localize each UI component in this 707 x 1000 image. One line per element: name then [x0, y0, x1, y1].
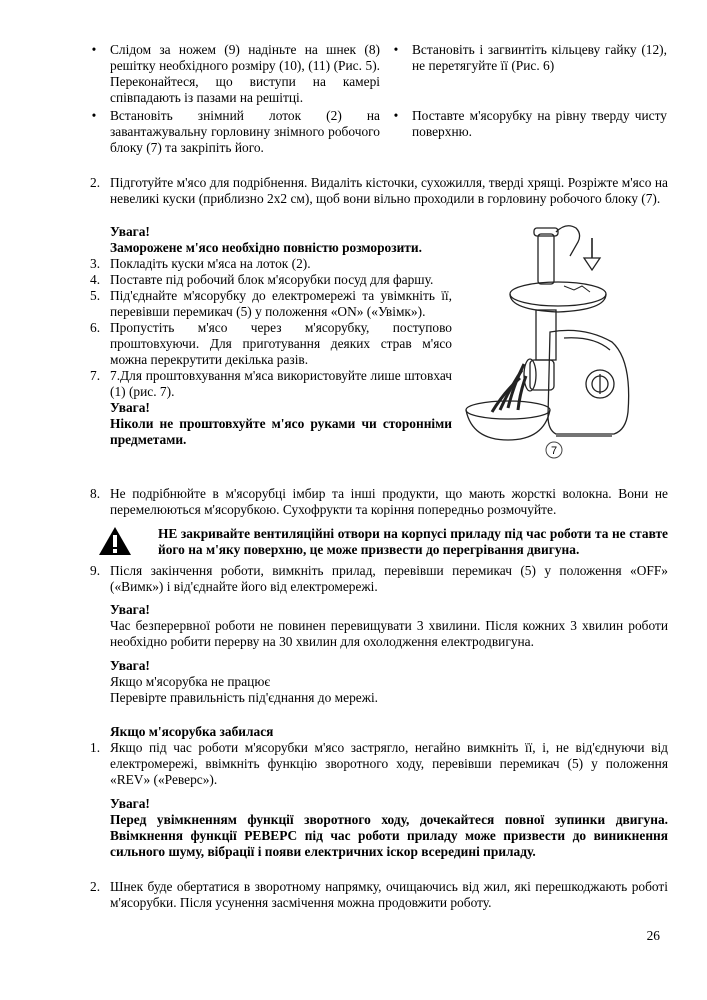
step-text: Після закінчення роботи, вимкніть прилад, перевівши перемикач (5) у положення «OFF» («Вимк») і від'єднайте його від електромережі.: [110, 563, 668, 594]
step-number: 9.: [90, 563, 101, 578]
meat-grinder-figure: [460, 214, 670, 466]
step-text: 7.Для проштовхування м'яса використовуйте лише штовхач (1) (рис. 7).: [110, 368, 452, 399]
step-number: 1.: [90, 740, 101, 755]
warning-hands: [110, 400, 452, 448]
step-5: [90, 288, 452, 320]
step-4: [90, 272, 452, 288]
warning-title: Увага!: [110, 224, 150, 239]
bullet-dot: •: [393, 108, 399, 123]
step-7: [90, 368, 452, 400]
warning-frozen: [110, 224, 450, 256]
clog-step-2: [90, 879, 668, 911]
step-text: Шнек буде обертатися в зворотному напрямку, очищаючись від жил, які перешкоджають роботі м'ясорубки. Після усунення засмічення можна продовжити роботу.: [110, 879, 668, 910]
bullet-text: Встановіть знімний лоток (2) на завантажувальну горловину знімного робочого блоку (7) та закріпіть його.: [110, 108, 380, 155]
warning-not-working: [110, 658, 668, 706]
warning-title: Увага!: [110, 796, 150, 811]
warning-title: Увага!: [110, 602, 150, 617]
step-number: 2.: [90, 879, 101, 894]
steps-3-7: [90, 256, 452, 448]
step-number: 7.: [90, 368, 101, 383]
top-bullets-right: [392, 42, 667, 140]
warning-text: Ніколи не проштовхуйте м'ясо руками чи сторонніми предметами.: [110, 416, 452, 447]
bullet-text: Встановіть і загвинтіть кільцеву гайку (12), не перетягуйте її (Рис. 6): [412, 42, 667, 73]
bullet-dot: •: [91, 108, 97, 123]
step-text: Якщо під час роботи м'ясорубки м'ясо застрягло, негайно вимкніть її, і, не від'єднуючи від електромережі, ввімкніть функцію зворотного ходу, перевівши перемикач (5) у положення «REV» («Реверс»).: [110, 740, 668, 787]
warning-text: Заморожене м'ясо необхідно повністю розморозити.: [110, 240, 422, 255]
step-number: 4.: [90, 272, 101, 287]
bullet-dot: •: [393, 42, 399, 57]
step-6: [90, 320, 452, 368]
step-text: Пропустіть м'ясо через м'ясорубку, поступово проштовхуючи. Для приготування деяких страв м'ясо можна перекрутити декілька разів.: [110, 320, 452, 367]
bullet-dot: •: [91, 42, 97, 57]
clog-step-1: [90, 740, 668, 788]
step-3: [90, 256, 452, 272]
step-9: [90, 563, 668, 595]
warning-title: Увага!: [110, 400, 150, 415]
warning-runtime: [110, 602, 668, 650]
step-text: Підготуйте м'ясо для подрібнення. Видаліть кісточки, сухожилля, тверді хрящі. Розріжте м'ясо на невеликі куски (приблизно 2х2 см), щоб вони вільно проходили в горловину робочого блоку (7).: [110, 175, 668, 206]
page-number: 26: [646, 928, 660, 943]
step-text: Покладіть куски м'яса на лоток (2).: [110, 256, 311, 271]
top-bullets-left: [90, 42, 380, 156]
step-text: Під'єднайте м'ясорубку до електромережі та увімкніть її, перевівши перемикач (5) у положення «ON» («Увімк»).: [110, 288, 452, 319]
warning-triangle-icon: [98, 526, 132, 556]
step-8: [90, 486, 668, 518]
step-number: 5.: [90, 288, 101, 303]
step-2: [90, 175, 668, 207]
step-number: 2.: [90, 175, 101, 190]
bullet-text: Поставте м'ясорубку на рівну тверду чисту поверхню.: [412, 108, 667, 139]
warning-title: Увага!: [110, 658, 150, 673]
warning-text: Час безперервної роботи не повинен перевищувати 3 хвилини. Після кожних 3 хвилин роботи необхідно робити перерву на 30 хвилин для охолодження електродвигуна.: [110, 618, 668, 649]
step-text: Не подрібнюйте в м'ясорубці імбир та інші продукти, що мають жорсткі волокна. Вони не перемелюються м'ясорубкою. Сухофрукти та коріння попередньо розмочуйте.: [110, 486, 668, 517]
figure-label: 7: [550, 445, 558, 457]
warning-text: Якщо м'ясорубка не працює: [110, 674, 271, 689]
clog-warning: [110, 796, 668, 860]
danger-warning-text: НЕ закривайте вентиляційні отвори на корпусі приладу під час роботи та не ставте його на м'яку поверхню, це може призвести до перегрівання двигуна.: [158, 526, 668, 557]
step-number: 8.: [90, 486, 101, 501]
bullet-text: Слідом за ножем (9) надіньте на шнек (8) решітку необхідного розміру (10), (11) (Рис. 5). Переконайтеся, що виступи на камері співпадають із пазами на решітці.: [110, 42, 380, 105]
step-number: 6.: [90, 320, 101, 335]
step-text: Поставте під робочий блок м'ясорубки посуд для фаршу.: [110, 272, 434, 287]
pusher-shape: [538, 234, 554, 284]
step-number: 3.: [90, 256, 101, 271]
warning-text: Перед увімкненням функції зворотного ходу, дочекайтеся повної зупинки двигуна. Ввімкнення функції РЕВЕРС під час роботи приладу може призвести до виникнення сильного шуму, вібрації і появи електричних іскор всередині приладу.: [110, 812, 668, 859]
clog-section-title: Якщо м'ясорубка забилася: [110, 724, 274, 739]
warning-text: Перевірте правильність під'єднання до мережі.: [110, 690, 379, 705]
